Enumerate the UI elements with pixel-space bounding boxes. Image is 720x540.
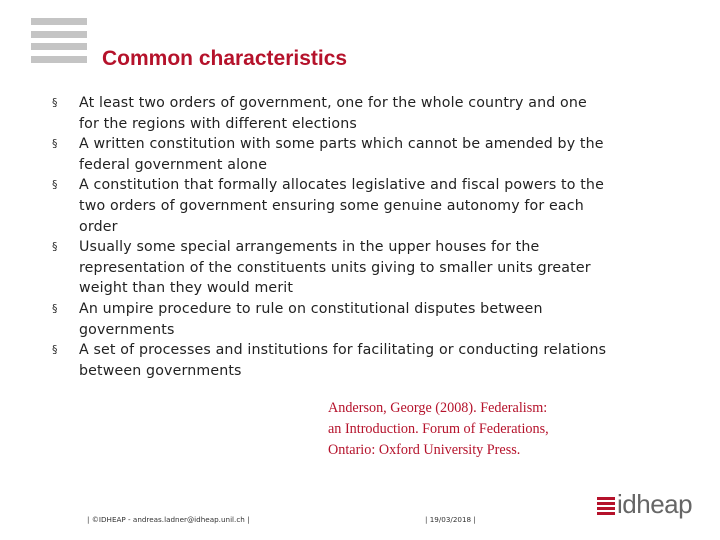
bullet-line: two orders of government ensuring some genuine autonomy for each bbox=[79, 197, 584, 214]
bullet-item bbox=[52, 175, 672, 237]
bullet-item bbox=[52, 340, 672, 381]
idheap-logo bbox=[597, 489, 693, 521]
bullet-marker-icon: § bbox=[52, 301, 58, 315]
bullet-line: A written constitution with some parts which cannot be amended by the bbox=[79, 136, 604, 153]
bullet-list bbox=[52, 93, 672, 381]
bullet-marker-icon: § bbox=[52, 137, 58, 151]
bullet-line: governments bbox=[79, 321, 175, 338]
bullet-line: Usually some special arrangements in the upper houses for the bbox=[79, 239, 540, 256]
citation-line: an Introduction. Forum of Federations, bbox=[328, 421, 549, 437]
bullet-item bbox=[52, 93, 672, 134]
slide-title: Common characteristics bbox=[102, 47, 348, 70]
bullet-line: federal government alone bbox=[79, 156, 268, 173]
bullet-marker-icon: § bbox=[52, 178, 58, 192]
bullet-line: order bbox=[79, 218, 118, 235]
bullet-line: for the regions with different elections bbox=[79, 115, 357, 132]
header-stripes-decoration bbox=[31, 18, 87, 68]
bullet-line: between governments bbox=[79, 362, 242, 379]
logo-wordmark: idheap bbox=[617, 489, 693, 519]
footer-contact: | ©IDHEAP - andreas.ladner@idheap.unil.ch | bbox=[87, 515, 250, 524]
bullet-line: An umpire procedure to rule on constitutional disputes between bbox=[79, 300, 543, 317]
bullet-line: A constitution that formally allocates legislative and fiscal powers to the bbox=[79, 177, 604, 194]
bullet-item bbox=[52, 237, 672, 299]
bullet-marker-icon: § bbox=[52, 240, 58, 254]
bullet-item bbox=[52, 299, 672, 340]
bullet-marker-icon: § bbox=[52, 343, 58, 357]
citation-line: Anderson, George (2008). Federalism: bbox=[328, 400, 548, 416]
citation bbox=[328, 398, 598, 461]
bullet-line: A set of processes and institutions for facilitating or conducting relations bbox=[79, 342, 607, 359]
bullet-line: weight than they would merit bbox=[79, 280, 294, 297]
bullet-line: At least two orders of government, one for the whole country and one bbox=[79, 95, 587, 111]
citation-line: Ontario: Oxford University Press. bbox=[328, 442, 521, 458]
bullet-marker-icon: § bbox=[52, 96, 58, 109]
bullet-item bbox=[52, 134, 672, 175]
footer-date: | 19/03/2018 | bbox=[425, 515, 476, 524]
logo-lines-icon bbox=[597, 497, 615, 517]
bullet-line: representation of the constituents units giving to smaller units greater bbox=[79, 259, 591, 276]
